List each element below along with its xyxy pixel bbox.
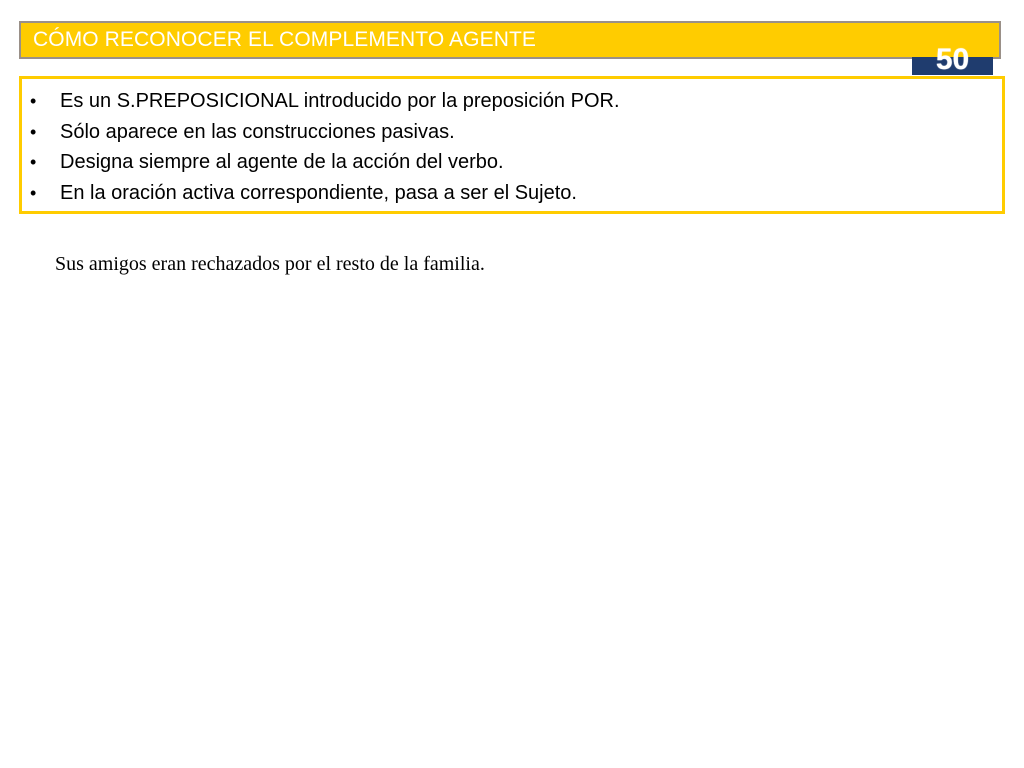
slide-title: CÓMO RECONOCER EL COMPLEMENTO AGENTE bbox=[33, 28, 537, 51]
bullet-text: En la oración activa correspondiente, pasa a ser el Sujeto. bbox=[60, 181, 577, 204]
bullet-item bbox=[30, 117, 1002, 148]
bullet-dot-icon: • bbox=[30, 182, 37, 203]
bullet-text: Es un S.PREPOSICIONAL introducido por la preposición POR. bbox=[60, 90, 620, 112]
bullet-dot-icon: • bbox=[30, 152, 37, 172]
bullet-list bbox=[22, 79, 1002, 208]
bullet-item bbox=[30, 147, 1002, 178]
bullet-dot-icon: • bbox=[30, 121, 37, 142]
bullet-dot-icon: • bbox=[30, 91, 37, 111]
bullet-text: Sólo aparece en las construcciones pasivas. bbox=[60, 120, 455, 143]
example-sentence: Sus amigos eran rechazados por el resto de la familia. bbox=[55, 253, 485, 275]
bullet-item bbox=[30, 178, 1002, 209]
page-number: 50 bbox=[935, 43, 970, 76]
slide-title-bar bbox=[19, 21, 1001, 59]
bullet-item bbox=[30, 86, 1002, 117]
bullet-box bbox=[19, 76, 1005, 214]
bullet-text: Designa siempre al agente de la acción del verbo. bbox=[60, 151, 504, 173]
